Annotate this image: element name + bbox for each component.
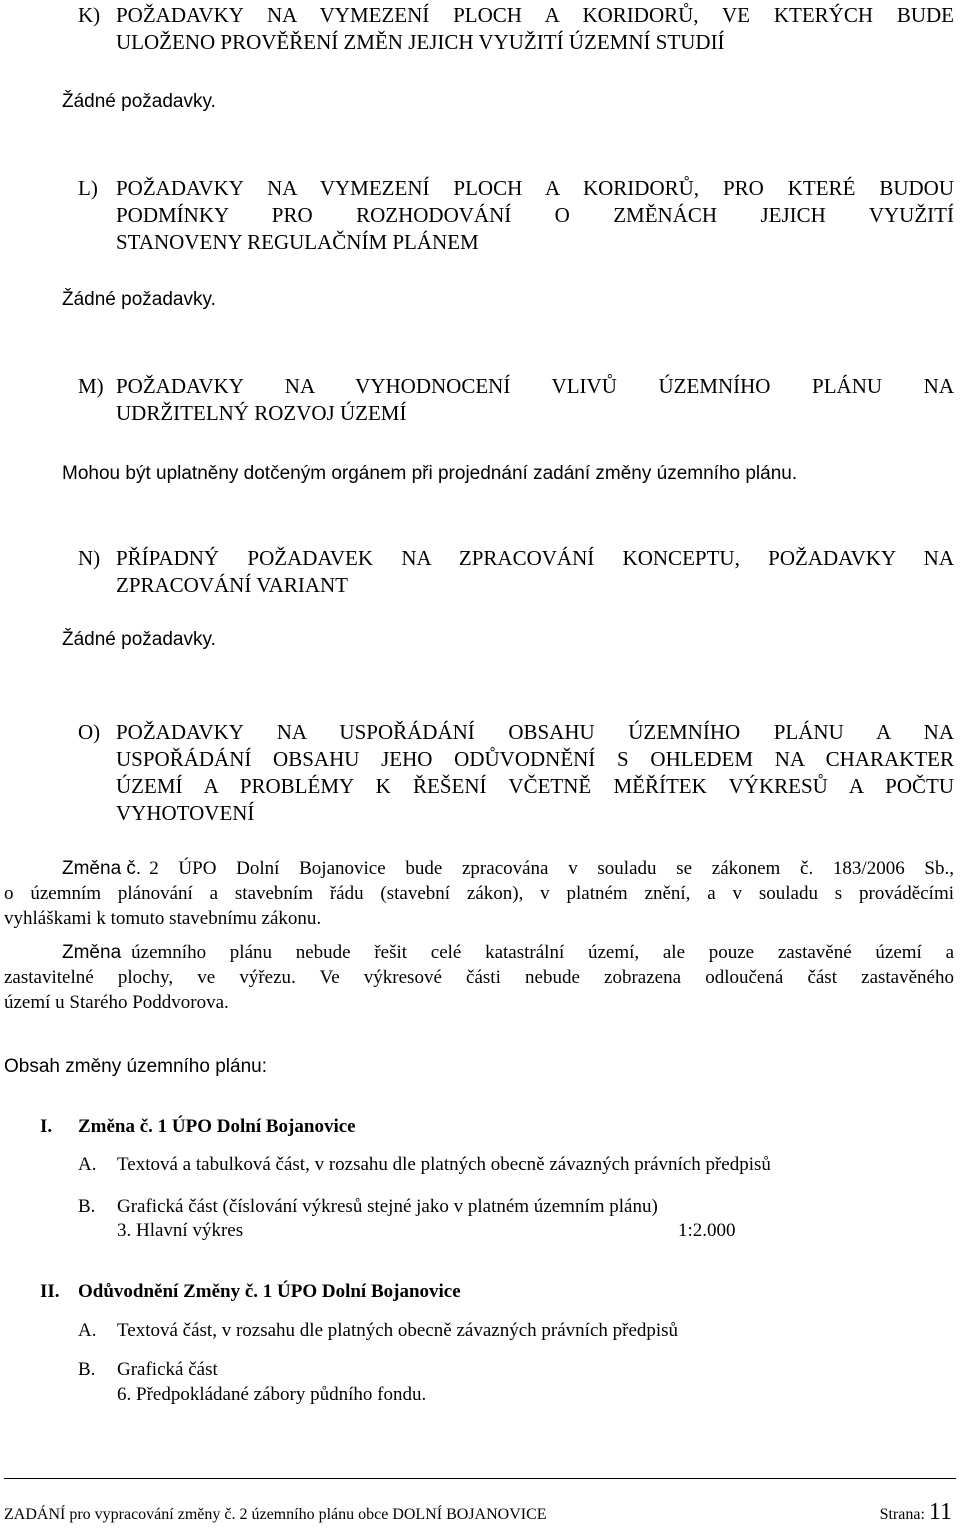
section-l-heading-line1: POŽADAVKY NA VYMEZENÍ PLOCH A KORIDORŮ, PRO KTERÉ BUDOU: [116, 176, 954, 200]
section-m-heading-line2: UDRŽITELNÝ ROZVOJ ÚZEMÍ: [116, 401, 407, 425]
part2-item-b-sub: 6. Předpokládané zábory půdního fondu.: [117, 1384, 427, 1405]
section-o-paragraph-2: [4, 940, 954, 1015]
section-o-heading: [78, 719, 954, 829]
part2-item-a-label: A.: [78, 1320, 97, 1341]
section-l-heading: [78, 175, 954, 257]
paragraph-2-line3: území u Starého Poddvorova.: [4, 992, 229, 1013]
section-n-heading-line2: ZPRACOVÁNÍ VARIANT: [116, 573, 348, 597]
section-k-heading: [78, 2, 954, 58]
contents-heading: Obsah změny územního plánu:: [4, 1056, 267, 1077]
part2-item-b-label: B.: [78, 1359, 96, 1380]
section-o-heading-line2: USPOŘÁDÁNÍ OBSAHU JEHO ODŮVODNĚNÍ S OHLEDEM NA CHARAKTER: [116, 747, 954, 771]
part1-item-a-text: Textová a tabulková část, v rozsahu dle platných obecně závazných právních předpisů: [117, 1154, 771, 1175]
paragraph-1-line2: o územním plánování a stavebním řádu (stavební zákon), v platném znění, a v souladu s prováděcími: [4, 883, 954, 904]
section-m-heading-line1: POŽADAVKY NA VYHODNOCENÍ VLIVŮ ÚZEMNÍHO PLÁNU NA: [116, 374, 954, 398]
section-n-body: Žádné požadavky.: [62, 629, 216, 650]
section-k-body: Žádné požadavky.: [62, 91, 216, 112]
section-k-heading-line1: POŽADAVKY NA VYMEZENÍ PLOCH A KORIDORŮ, VE KTERÝCH BUDE: [116, 3, 954, 27]
section-n-label: N): [78, 546, 101, 570]
part1-item-b-scale: 1:2.000: [678, 1220, 736, 1241]
contents-part1-title: Změna č. 1 ÚPO Dolní Bojanovice: [78, 1116, 356, 1137]
part1-item-b-label: B.: [78, 1196, 96, 1217]
paragraph-2-line2: zastavitelné plochy, ve výřezu. Ve výkresové části nebude zobrazena odloučená část zastavěného: [4, 967, 954, 988]
footer-document-title: ZADÁNÍ pro vypracování změny č. 2 územního plánu obce DOLNÍ BOJANOVICE: [4, 1506, 547, 1523]
section-m-heading: [78, 373, 954, 429]
part1-item-b-sub: 3. Hlavní výkres: [117, 1220, 244, 1241]
section-m-body: Mohou být uplatněny dotčeným orgánem při projednání zadání změny územního plánu.: [62, 463, 798, 484]
contents-part2-number: II.: [40, 1281, 60, 1302]
section-o-heading-line3: ÚZEMÍ A PROBLÉMY K ŘEŠENÍ VČETNĚ MĚŘÍTEK VÝKRESŮ A POČTU: [116, 774, 954, 798]
part2-item-b-text: Grafická část: [117, 1359, 218, 1380]
part1-item-a-label: A.: [78, 1154, 97, 1175]
paragraph-1-line3: vyhláškami k tomuto stavebnímu zákonu.: [4, 908, 322, 929]
section-l-body: Žádné požadavky.: [62, 289, 216, 310]
footer-page-label: Strana:: [879, 1506, 925, 1523]
section-o-heading-line1: POŽADAVKY NA USPOŘÁDÁNÍ OBSAHU ÚZEMNÍHO PLÁNU A NA: [116, 720, 954, 744]
footer-page-number: 11: [928, 1499, 952, 1525]
section-l-heading-line3: STANOVENY REGULAČNÍM PLÁNEM: [116, 230, 479, 254]
paragraph-2-line1: územního plánu nebude řešit celé katastrální území, ale pouze zastavěné území a: [131, 942, 954, 963]
section-o-paragraph-1: [4, 856, 954, 931]
section-k-heading-line2: ULOŽENO PROVĚŘENÍ ZMĚN JEJICH VYUŽITÍ ÚZEMNÍ STUDIÍ: [116, 30, 725, 54]
paragraph-2-sans-start: Změna: [62, 942, 122, 963]
section-m-label: M): [78, 374, 104, 398]
section-k-label: K): [78, 3, 101, 27]
paragraph-1-line1: 2 ÚPO Dolní Bojanovice bude zpracována v souladu se zákonem č. 183/2006 Sb.,: [149, 858, 954, 879]
contents-part2-title: Odůvodnění Změny č. 1 ÚPO Dolní Bojanovice: [78, 1281, 461, 1302]
part1-item-b-text: Grafická část (číslování výkresů stejné jako v platném územním plánu): [117, 1196, 658, 1217]
section-n-heading-line1: PŘÍPADNÝ POŽADAVEK NA ZPRACOVÁNÍ KONCEPTU, POŽADAVKY NA: [116, 546, 954, 570]
paragraph-1-sans-start: Změna č.: [62, 858, 142, 879]
section-n-heading: [78, 545, 954, 601]
part2-item-a-text: Textová část, v rozsahu dle platných obecně závazných právních předpisů: [117, 1320, 679, 1341]
section-l-label: L): [78, 176, 98, 200]
section-l-heading-line2: PODMÍNKY PRO ROZHODOVÁNÍ O ZMĚNÁCH JEJICH VYUŽITÍ: [116, 203, 954, 227]
footer-divider: [4, 1478, 956, 1479]
footer-page-indicator: [880, 1499, 952, 1528]
contents-part1-number: I.: [40, 1116, 53, 1137]
section-o-heading-line4: VYHOTOVENÍ: [116, 801, 255, 825]
section-o-label: O): [78, 720, 101, 744]
